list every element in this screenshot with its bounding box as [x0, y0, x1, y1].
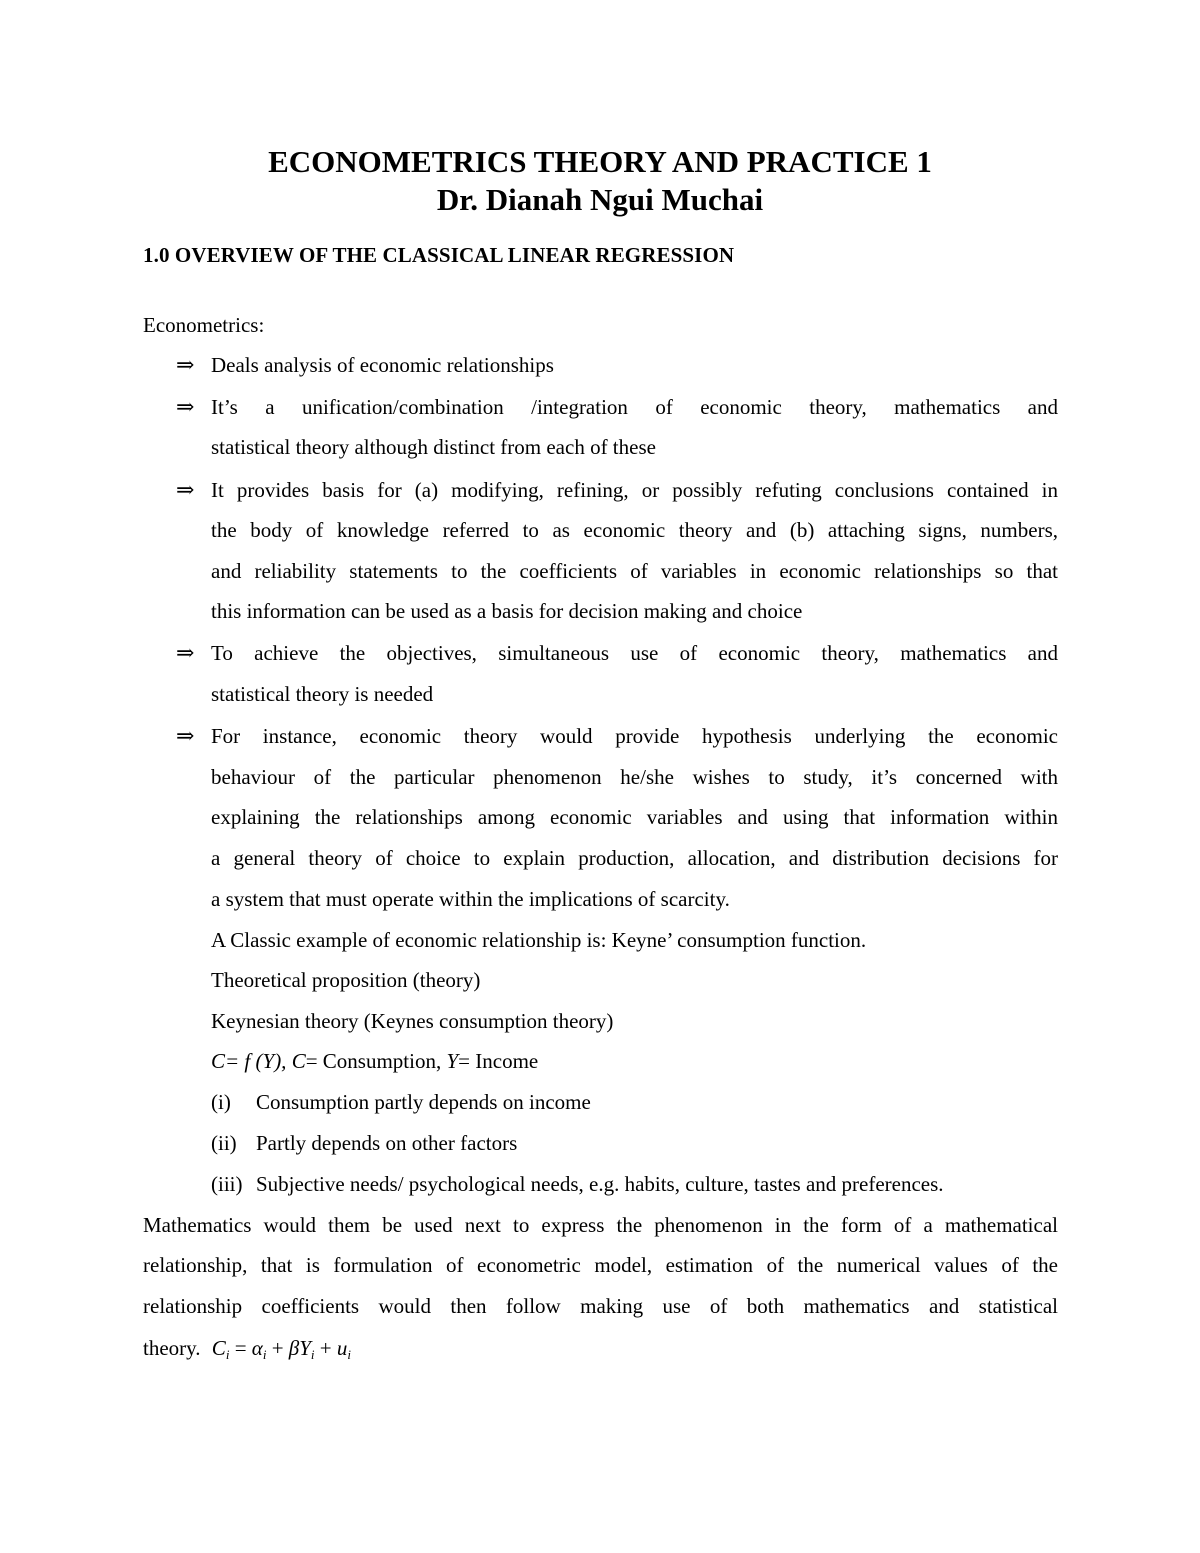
bullet-line: a general theory of choice to explain production, allocation, and distribution decisions for: [211, 846, 1058, 870]
enum-text: Subjective needs/ psychological needs, e.g. habits, culture, tastes and preferences.: [256, 1172, 944, 1196]
y-symbol: Y: [446, 1049, 459, 1073]
regression-equation: [212, 1336, 351, 1360]
enum-marker: (i): [211, 1090, 231, 1114]
eq-beta-y: βY: [288, 1336, 311, 1360]
bullet-line: To achieve the objectives, simultaneous use of economic theory, mathematics and: [211, 641, 1058, 665]
arrow-icon: ⇒: [176, 640, 195, 665]
c-symbol: C: [291, 1049, 306, 1073]
bullet-line: statistical theory although distinct from each of these: [211, 435, 656, 459]
eq-equals: =: [229, 1336, 252, 1360]
enum-text: Consumption partly depends on income: [256, 1090, 591, 1114]
bullet-line: a system that must operate within the implications of scarcity.: [211, 887, 730, 911]
bullet-line: statistical theory is needed: [211, 682, 434, 706]
intro-label: Econometrics:: [143, 313, 265, 337]
bullet-line: explaining the relationships among economic variables and using that information within: [211, 805, 1058, 829]
enum-marker: (iii): [211, 1172, 243, 1196]
arrow-icon: ⇒: [176, 352, 195, 377]
enum-text: Partly depends on other factors: [256, 1131, 518, 1155]
bullet-line: Deals analysis of economic relationships: [211, 353, 554, 377]
bullet-line: For instance, economic theory would provide hypothesis underlying the economic: [211, 724, 1058, 748]
bullet-line: It’s a unification/combination /integration of economic theory, mathematics and: [211, 395, 1058, 419]
eq-c: C: [211, 1336, 226, 1360]
eq-subscript: i: [347, 1347, 352, 1362]
arrow-icon: ⇒: [176, 723, 195, 748]
eq-subscript: i: [262, 1347, 267, 1362]
bullet-line: this information can be used as a basis for decision making and choice: [211, 599, 803, 623]
c-symbol: C: [211, 1049, 226, 1073]
eq-subscript: i: [310, 1347, 315, 1362]
income-label: = Income: [458, 1049, 539, 1073]
bullet-line: It provides basis for (a) modifying, refining, or possibly refuting conclusions contained in: [211, 478, 1058, 502]
equation-line: [143, 1334, 351, 1362]
function-expression: = f (Y),: [225, 1049, 292, 1073]
section-heading: 1.0 OVERVIEW OF THE CLASSICAL LINEAR REGRESSION: [143, 243, 735, 267]
theory-line: Theoretical proposition (theory): [211, 968, 481, 992]
document-author: Dr. Dianah Ngui Muchai: [436, 182, 764, 217]
document-title: ECONOMETRICS THEORY AND PRACTICE 1: [268, 144, 932, 179]
eq-subscript: i: [225, 1347, 230, 1362]
arrow-icon: ⇒: [176, 394, 195, 419]
bullet-line: the body of knowledge referred to as economic theory and (b) attaching signs, numbers,: [211, 518, 1058, 542]
paragraph-line: relationship, that is formulation of econometric model, estimation of the numerical values of the: [143, 1253, 1058, 1277]
example-line: A Classic example of economic relationship is: Keyne’ consumption function.: [211, 928, 867, 952]
eq-plus: +: [266, 1336, 289, 1360]
final-line-prefix: theory.: [143, 1336, 201, 1360]
bullet-line: behaviour of the particular phenomenon he/she wishes to study, it’s concerned with: [211, 765, 1058, 789]
arrow-icon: ⇒: [176, 477, 195, 502]
bullet-line: and reliability statements to the coefficients of variables in economic relationships so that: [211, 559, 1058, 583]
consumption-label: = Consumption,: [305, 1049, 447, 1073]
eq-u: u: [336, 1336, 348, 1360]
paragraph-line: relationship coefficients would then follow making use of both mathematics and statistical: [143, 1294, 1058, 1318]
eq-plus: +: [314, 1336, 337, 1360]
enum-marker: (ii): [211, 1131, 237, 1155]
paragraph-line: Mathematics would them be used next to express the phenomenon in the form of a mathematical: [143, 1213, 1058, 1237]
function-line: [211, 1047, 538, 1075]
keynes-line: Keynesian theory (Keynes consumption theory): [211, 1009, 614, 1033]
eq-alpha: α: [251, 1336, 263, 1360]
